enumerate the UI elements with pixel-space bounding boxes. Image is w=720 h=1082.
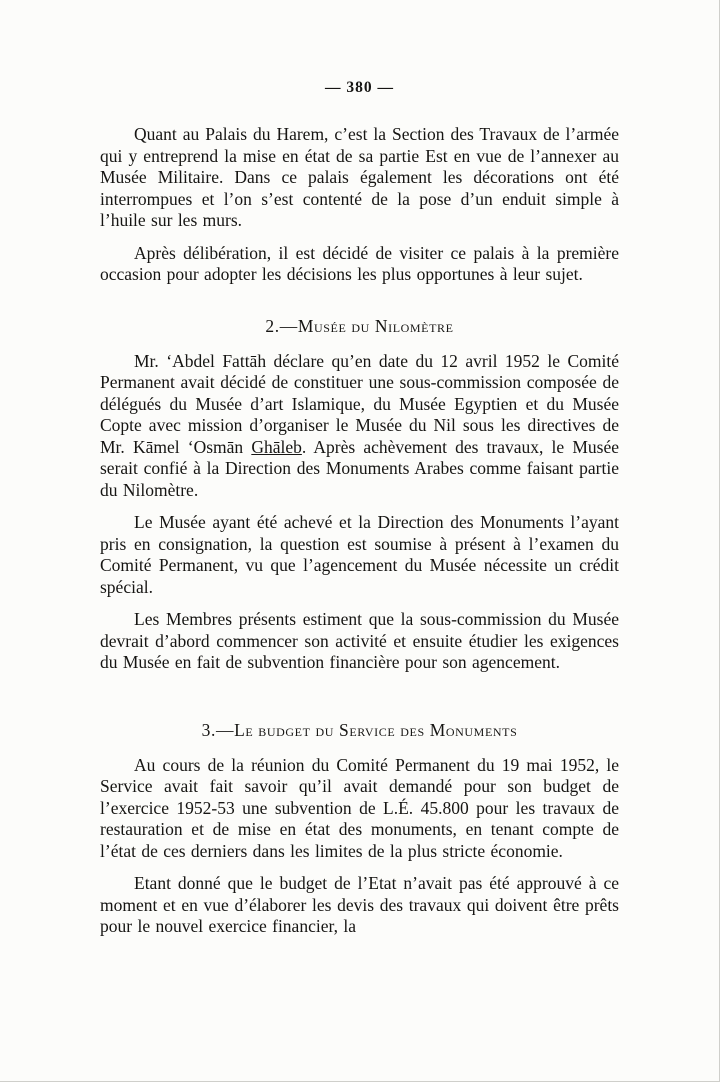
paragraph-palais-harem: Quant au Palais du Harem, c’est la Section des Travaux de l’armée qui y entreprend la mise en état de sa partie Est en vue de l’annexer au Musée Militaire. Dans ce palais également les décorations ont été interrompues et l’on s’est contenté de la pose d’un enduit simple à l’huile sur les murs. bbox=[100, 124, 619, 230]
paragraph-deliberation: Après délibération, il est décidé de visiter ce palais à la première occasion pour adopter les décisions les plus opportunes à leur sujet. bbox=[100, 242, 619, 284]
underlined-name-ghaleb: Ghāleb bbox=[251, 436, 302, 457]
paragraph-membres-presents: Les Membres présents estiment que la sous-commission du Musée devrait d’abord commencer son activité et ensuite étudier les exigences du Musée en fait de subvention financière pour son agencement. bbox=[100, 609, 619, 672]
paragraph-abdel-fattah-text-before: Mr. ‘Abdel Fattāh déclare qu’en date du 12 avril 1952 le Comité Permanent avait décidé de constituer une sous-commission composée de délégués du Musée d’art Islamique, du Musée Egyptien et du Musée Copte avec mission d’organiser le Musée du Nil sous les directives de Mr. Kāmel ‘Osmān bbox=[100, 350, 619, 457]
paragraph-abdel-fattah bbox=[100, 351, 619, 502]
page-number: — 380 — bbox=[325, 79, 394, 96]
paragraph-reunion-comite: Au cours de la réunion du Comité Permanent du 19 mai 1952, le Service avait fait savoir qu’il avait demandé pour son budget de l’exercice 1952-53 une subvention de L.É. 45.800 pour les travaux de restauration et de mise en état des monuments, en tenant compte de l’état de ces derniers dans les limites de la plus stricte économie. bbox=[100, 754, 619, 861]
section-heading-musee-nilometre: 2.—Musée du Nilomètre bbox=[265, 315, 454, 336]
section-heading-budget-service-monuments: 3.—Le budget du Service des Monuments bbox=[201, 719, 518, 740]
paragraph-consignation: Le Musée ayant été achevé et la Direction des Monuments l’ayant pris en consignation, la question est soumise à présent à l’examen du Comité Permanent, vu que l’agencement du Musée nécessite un crédit spécial. bbox=[100, 512, 619, 597]
paragraph-abdel-fattah-text-after: . Après achèvement des travaux, le Musée serait confié à la Direction des Monuments Arabes comme faisant partie du Nilomètre. bbox=[100, 436, 619, 500]
paragraph-etant-donne: Etant donné que le budget de l’Etat n’avait pas été approuvé à ce moment et en vue d’élaborer les devis des travaux qui doivent être prêts pour le nouvel exercice financier, la bbox=[100, 873, 619, 936]
